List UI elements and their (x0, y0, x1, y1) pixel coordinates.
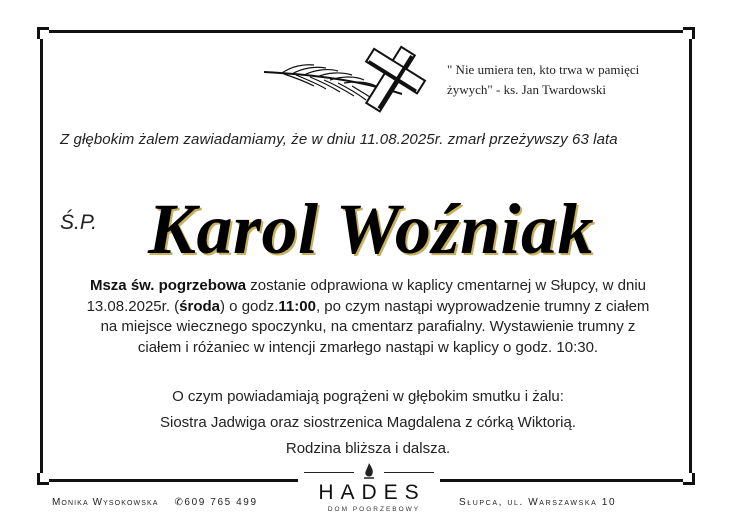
mourners-line: Rodzina bliższa i dalsza. (285, 440, 451, 457)
cross-with-palm-icon (262, 44, 438, 114)
mass-text: , po czym nastąpi wyprowadzenie trumny z ciałem (315, 297, 650, 315)
contact-name: Monika Wysokowska (52, 497, 159, 508)
logo-divider (304, 472, 354, 473)
announcement-intro: Z głębokim żalem zawiadamiamy, że w dniu 11.08.2025r. zmarł przeżywszy 63 lata (60, 131, 618, 148)
phone-number (174, 497, 257, 508)
logo-divider (384, 472, 434, 473)
phone-value: 609 765 499 (184, 497, 258, 508)
deceased-name: Karol Woźniak (148, 189, 594, 269)
mass-day: środa (179, 297, 221, 315)
quote-line: żywych" - ks. Jan Twardowski (447, 82, 607, 97)
mass-line (62, 297, 674, 318)
name-prefix: Ś.P. (60, 211, 97, 234)
mourners-line: O czym powiadamiają pogrążeni w głębokim smutku i żalu: (172, 388, 564, 405)
quote (447, 60, 692, 100)
mass-line: ciałem i różaniec w intencji zmarłego nastąpi w kaplicy o godz. 10:30. (137, 338, 599, 356)
footer-address: Słupca, ul. Warszawska 10 (459, 497, 617, 508)
funeral-mass-info (62, 276, 674, 358)
brand-subtitle: DOM POGRZEBOWY (327, 506, 421, 513)
mass-text: 13.08.2025r. ( (86, 297, 180, 315)
mass-label: Msza św. pogrzebowa (89, 277, 247, 294)
quote-line: " Nie umiera ten, kto trwa w pamięci (447, 62, 640, 77)
flame-icon (361, 462, 377, 482)
frame-corner (37, 27, 49, 39)
mourners-line: Siostra Jadwiga oraz siostrzenica Magdalena z córką Wiktorią. (159, 414, 576, 431)
mass-line: na miejsce wiecznego spoczynku, na cmentarz parafialny. Wystawienie trumny z (100, 318, 636, 335)
mass-text: zostanie odprawiona w kaplicy cmentarnej w Słupcy, w dniu (246, 277, 647, 294)
footer-contact (52, 497, 258, 508)
brand-name: HADES (318, 481, 426, 504)
frame-corner (37, 473, 49, 485)
phone-icon: ✆ (174, 497, 185, 508)
mourners (62, 384, 674, 462)
hades-logo (298, 462, 440, 518)
mass-line (62, 276, 674, 297)
frame-corner (683, 27, 695, 39)
frame-corner (683, 473, 695, 485)
mass-text: ) o godz. (220, 297, 279, 315)
mass-time: 11:00 (278, 297, 316, 315)
